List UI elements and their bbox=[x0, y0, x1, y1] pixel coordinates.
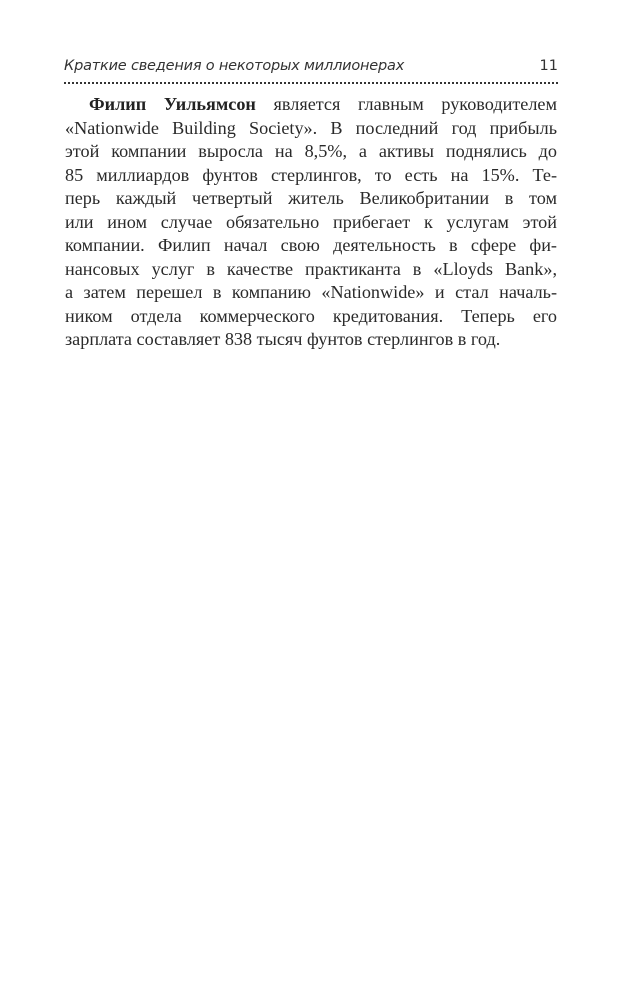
person-name: Филип Уильямсон bbox=[89, 94, 256, 114]
text-line: Филип Уильямсон является главным руководителем bbox=[89, 94, 557, 114]
text-line: зарплата составляет 838 тысяч фунтов стерлингов в год. bbox=[65, 329, 501, 349]
body-paragraph bbox=[65, 93, 557, 352]
running-header-title: Краткие сведения о некоторых миллионерах bbox=[64, 58, 405, 74]
running-header bbox=[64, 58, 558, 80]
dotted-divider bbox=[64, 82, 558, 84]
text-line: этой компании выросла на 8,5%, а активы поднялись до bbox=[65, 141, 557, 161]
text-line: перь каждый четвертый житель Великобритании в том bbox=[65, 188, 557, 208]
text-line: «Nationwide Building Society». В последний год прибыль bbox=[65, 117, 557, 138]
page-number: 11 bbox=[539, 58, 558, 74]
text-line: или ином случае обязательно прибегает к услугам этой bbox=[65, 211, 557, 232]
text-line: ником отдела коммерческого кредитования. Теперь его bbox=[65, 305, 557, 326]
text-line: компании. Филип начал свою деятельность в сфере фи- bbox=[65, 235, 557, 255]
text-line: 85 миллиардов фунтов стерлингов, то есть на 15%. Те- bbox=[65, 164, 557, 185]
text-line: а затем перешел в компанию «Nationwide» и стал началь- bbox=[65, 282, 557, 302]
text-line: нансовых услуг в качестве практиканта в «Lloyds Bank», bbox=[65, 258, 557, 279]
